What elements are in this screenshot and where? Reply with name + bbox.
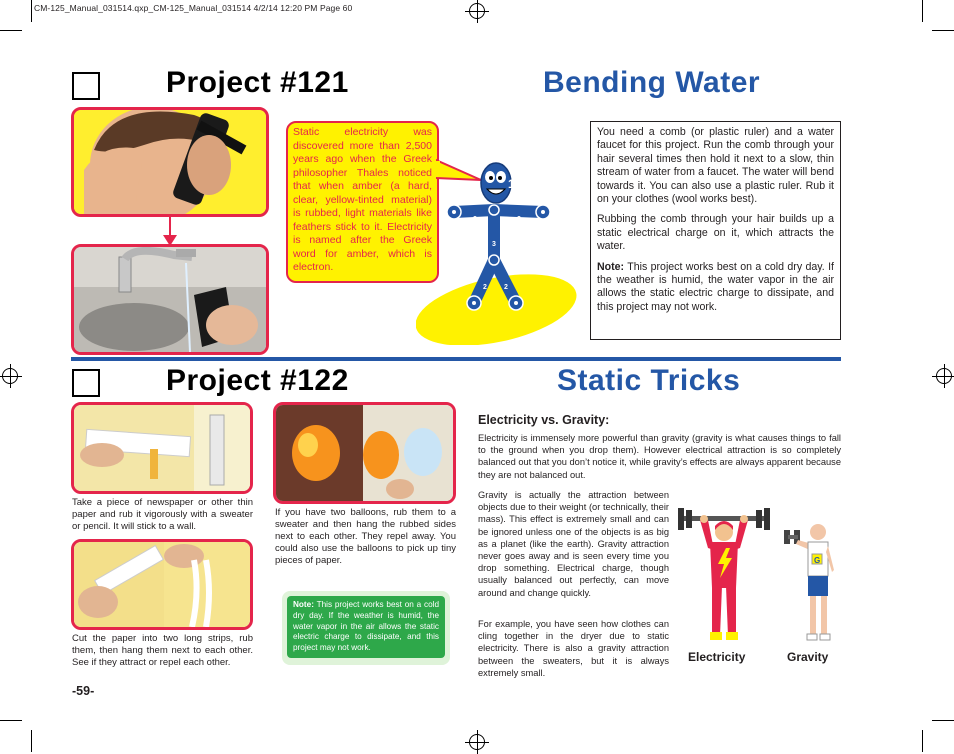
clothes-paragraph: For example, you have seen how clothes can cling together in the dryer due to static electricity. There is also a gravity attraction between the sweaters, but it is always extremely small. bbox=[478, 619, 669, 678]
registration-mark-icon bbox=[469, 3, 485, 19]
mascot-number-1: 1 bbox=[508, 177, 515, 191]
mascot-number-2: 2 bbox=[483, 284, 487, 291]
registration-mark-icon bbox=[936, 368, 952, 384]
photo-balloons bbox=[273, 402, 456, 504]
project-122-title: Static Tricks bbox=[557, 364, 741, 397]
comb-hair-illustration bbox=[74, 110, 266, 214]
project-121-label: Project #121 bbox=[166, 66, 349, 99]
instructions-paragraph: You need a comb (or plastic ruler) and a water faucet for this project. Run the comb through your hair several times then hold it next to a slow, thin stream of water from a faucet. The water will bend towards it. You can also use a plastic ruler. Rub it on your clothes (wool works best). bbox=[597, 126, 834, 206]
note-paragraph bbox=[597, 261, 834, 315]
mascot-number-3: 3 bbox=[492, 241, 496, 248]
weather-note-text: This project works best on a cold dry day. If the weather is humid, the water vapor in the air allows the static electric charge to dissipate, and this project may not work. bbox=[293, 600, 439, 653]
electricity-paragraph: Electricity is immensely more powerful than gravity (gravity is what causes things to fall to the ground when you drop them). However electrical attraction is so completely balanced out that you don’t notice it, while gravity’s effects are always apparent because they are not balanced out. bbox=[478, 433, 841, 480]
page-number: -59- bbox=[72, 684, 95, 698]
balloons-illustration bbox=[276, 405, 453, 501]
note-label: Note: bbox=[597, 260, 625, 273]
gravity-shirt-letter: G bbox=[814, 556, 821, 565]
instructions-box bbox=[590, 121, 841, 340]
crop-mark bbox=[932, 720, 954, 721]
registration-mark-icon bbox=[2, 368, 18, 384]
caption-paper-wall: Take a piece of newspaper or other thin paper and rub it vigorously with a sweater or pencil. It will stick to a wall. bbox=[72, 497, 253, 532]
crop-mark bbox=[932, 30, 954, 31]
electricity-label: Electricity bbox=[688, 650, 746, 664]
project-121-checkbox[interactable] bbox=[72, 72, 100, 100]
file-slug: CM-125_Manual_031514.qxp_CM-125_Manual_031514 4/2/14 12:20 PM Page 60 bbox=[34, 3, 353, 13]
mascot-number-2: 2 bbox=[517, 216, 521, 223]
fact-bubble-text: Static electricity was discovered more than 2,500 years ago when the Greek philosopher Thales noticed that when amber (a hard, clear, yellow-tinted material) is rubbed, light materials like feathers stick to it. Electricity is named after the Greek word for amber, which is electron. bbox=[293, 126, 432, 273]
crop-mark bbox=[31, 730, 32, 752]
note-text: This project works best on a cold dry day. If the weather is humid, the water vapor in the air allows the static electric charge to dissipate, and this project may not work. bbox=[597, 260, 834, 313]
photo-comb-hair bbox=[71, 107, 269, 217]
gravity-label: Gravity bbox=[787, 650, 829, 664]
faucet-illustration bbox=[74, 247, 266, 352]
crop-mark bbox=[922, 0, 923, 22]
explanation-paragraph: Rubbing the comb through your hair builds up a static electrical charge on it, which attracts the water. bbox=[597, 213, 834, 253]
registration-mark-icon bbox=[469, 734, 485, 750]
mascot-number-2: 2 bbox=[504, 284, 508, 291]
crop-mark bbox=[0, 30, 22, 31]
paper-wall-illustration bbox=[74, 405, 250, 491]
crop-mark bbox=[0, 720, 22, 721]
project-121-title: Bending Water bbox=[543, 66, 761, 99]
project-122-label: Project #122 bbox=[166, 364, 349, 397]
section-divider bbox=[71, 357, 841, 361]
electricity-strongman-illustration bbox=[678, 508, 770, 644]
down-arrow-icon bbox=[160, 217, 180, 247]
crop-mark bbox=[922, 730, 923, 752]
caption-balloons: If you have two balloons, rub them to a sweater and then hang the rubbed sides next to each other. They repel away. You could also use the balloons to pick up tiny pieces of paper. bbox=[275, 507, 456, 566]
mascot-number-2: 2 bbox=[473, 216, 477, 223]
weather-note bbox=[282, 591, 450, 665]
gravity-thin-man-illustration bbox=[780, 520, 840, 644]
crop-mark bbox=[31, 0, 32, 22]
snappy-mascot bbox=[416, 155, 578, 345]
photo-paper-wall bbox=[71, 402, 253, 494]
weather-note-label: Note: bbox=[293, 600, 314, 609]
photo-paper-strips bbox=[71, 539, 253, 630]
electricity-vs-gravity-heading: Electricity vs. Gravity: bbox=[478, 413, 610, 427]
weather-note-box bbox=[287, 596, 445, 658]
photo-faucet bbox=[71, 244, 269, 355]
paper-strips-illustration bbox=[74, 542, 250, 627]
caption-paper-strips: Cut the paper into two long strips, rub them, then hang them next to each other. See if they attract or repel each other. bbox=[72, 633, 253, 668]
project-122-checkbox[interactable] bbox=[72, 369, 100, 397]
gravity-paragraph: Gravity is actually the attraction between objects due to their weight (or technically, their mass). This effect is extremely small and can be ignored unless one of the objects is as big as a planet (like the earth). Gravity attraction never goes away and is seen every time you drop something. Electrical charge, though usually balanced out perfectly, can move around and change quickly. bbox=[478, 490, 669, 598]
